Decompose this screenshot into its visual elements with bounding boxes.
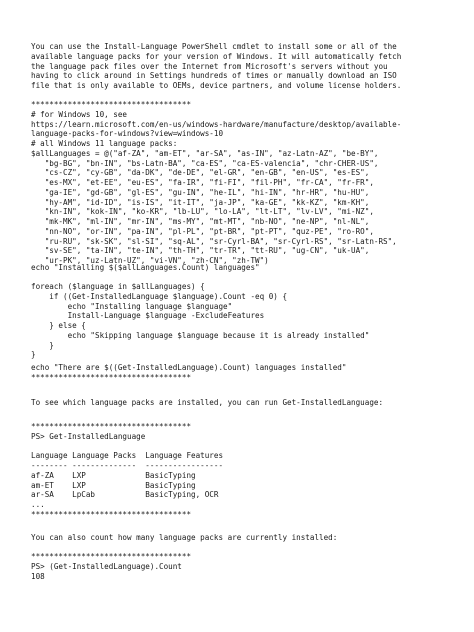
language-list-code: *********************************** # for Windows 10, see https://learn.microsoft.com/en-us/windows-hardware/manufacture/desktop/available- language-packs-for-windows?view=windows-10 # all Windows 11 language packs: $allLanguages = @("af-ZA", "am-ET", "ar-SA", "as-IN", "az-Latn-AZ", "be-BY", "bg-BG", "bn-IN", "bs-Latn-BA", "ca-ES", "ca-ES-valencia", "chr-CHER-US", "cs-CZ", "cy-GB", "da-DK", "de-DE", "el-GR", "en-GB", "en-US", "es-ES", "es-MX", "et-EE", "eu-ES", "fa-IR", "fi-FI", "fil-PH", "fr-CA", "fr-FR", "ga-IE", "gd-GB", "gl-ES", "gu-IN", "he-IL", "hi-IN", "hr-HR", "hu-HU", "hy-AM", "id-ID", "is-IS", "it-IT", "ja-JP", "ka-GE", "kk-KZ", "km-KH", "kn-IN", "kok-IN", "ko-KR", "lb-LU", "lo-LA", "lt-LT", "lv-LV", "mi-NZ", "mk-MK", "ml-IN", "mr-IN", "ms-MY", "mt-MT", "nb-NO", "ne-NP", "nl-NL", "nn-NO", "or-IN", "pa-IN", "pl-PL", "pt-BR", "pt-PT", "quz-PE", "ro-RO", "ru-RU", "sk-SK", "sl-SI", "sq-AL", "sr-Cyrl-BA", "sr-Cyrl-RS", "sr-Latn-RS", "sv-SE", "ta-IN", "te-IN", "th-TH", "tr-TR", "tt-RU", "ug-CN", "uk-UA", "ur-PK", "uz-Latn-UZ", "vi-VN", "zh-CN", "zh-TW") xyxy=(31,100,402,265)
foreach-code-block: foreach ($language in $allLanguages) { if ((Get-InstalledLanguage $language).Count -eq 0) { echo "Installing language $language" Install-Language $language -ExcludeFeatures } else { echo "Skipping language $language because it is already installed" } } xyxy=(31,282,370,360)
echo-installing-line: echo "Installing $($allLanguages.Count) languages" xyxy=(31,263,260,272)
installed-language-output: *********************************** PS> Get-InstalledLanguage Language Language Packs Language Features -------- -------------- ----------------- af-ZA LXP BasicTyping am-ET LXP BasicTyping ar-SA LpCab BasicTyping, OCR ... *********************************** xyxy=(31,422,224,519)
count-output: *********************************** PS> (Get-InstalledLanguage).Count 108 xyxy=(31,552,192,581)
count-paragraph: You can also count how many language packs are currently installed: xyxy=(31,533,338,542)
echo-installed-line: echo "There are $((Get-InstalledLanguage).Count) languages installed" *********************************** xyxy=(31,363,347,382)
installed-paragraph: To see which language packs are installed, you can run Get-InstalledLanguage: xyxy=(31,398,384,407)
intro-paragraph: You can use the Install-Language PowerShell cmdlet to install some or all of the available language packs for your version of Windows. It will automatically fetch the language pack files over the Internet from Microsoft's servers without you having to click around in Settings hundreds of times or manually download an ISO file that is only available to OEMs, device partners, and volume license holders. xyxy=(31,42,402,90)
